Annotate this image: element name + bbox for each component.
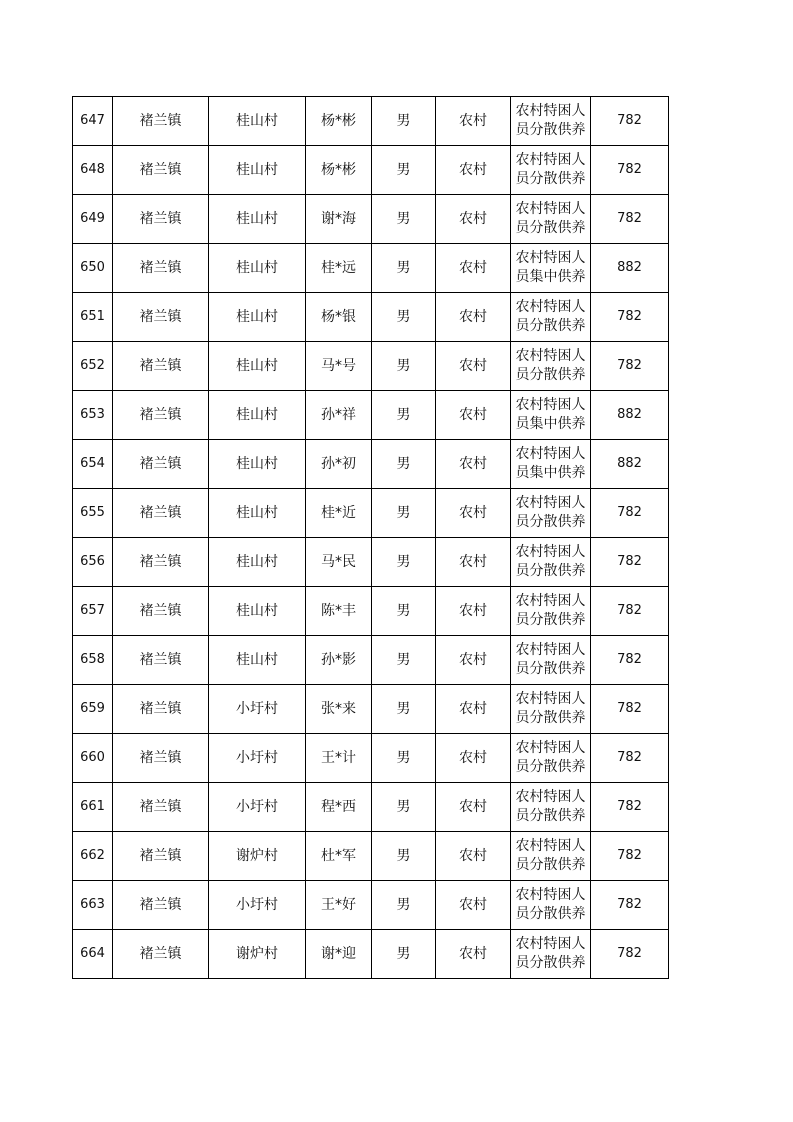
- amount-cell: 882: [591, 244, 669, 293]
- category-line: 员分散供养: [515, 857, 586, 873]
- row-number-cell: 664: [73, 930, 113, 979]
- row-number-cell: 654: [73, 440, 113, 489]
- row-number-cell: 648: [73, 146, 113, 195]
- data-table: [72, 96, 669, 979]
- town-cell: 褚兰镇: [113, 244, 209, 293]
- category-line: 员分散供养: [515, 710, 586, 726]
- name-cell: 谢*迎: [306, 930, 372, 979]
- area-cell: 农村: [436, 440, 511, 489]
- category-line: 农村特困人: [515, 397, 586, 413]
- village-cell: 桂山村: [209, 293, 306, 342]
- category-line: 员分散供养: [515, 122, 586, 138]
- gender-cell: 男: [372, 587, 436, 636]
- table-row: [73, 881, 669, 930]
- amount-cell: 782: [591, 832, 669, 881]
- village-cell: 桂山村: [209, 391, 306, 440]
- gender-cell: 男: [372, 391, 436, 440]
- village-cell: 桂山村: [209, 440, 306, 489]
- town-cell: 褚兰镇: [113, 930, 209, 979]
- table-row: [73, 930, 669, 979]
- table-row: [73, 489, 669, 538]
- category-line: 农村特困人: [515, 838, 586, 854]
- area-cell: 农村: [436, 489, 511, 538]
- category-line: 农村特困人: [515, 446, 586, 462]
- category-cell: [511, 342, 591, 391]
- town-cell: 褚兰镇: [113, 391, 209, 440]
- category-line: 员集中供养: [515, 269, 586, 285]
- category-line: 员分散供养: [515, 612, 586, 628]
- category-line: 员分散供养: [515, 220, 586, 236]
- town-cell: 褚兰镇: [113, 489, 209, 538]
- name-cell: 孙*影: [306, 636, 372, 685]
- name-cell: 孙*初: [306, 440, 372, 489]
- area-cell: 农村: [436, 244, 511, 293]
- area-cell: 农村: [436, 636, 511, 685]
- town-cell: 褚兰镇: [113, 97, 209, 146]
- category-cell: [511, 440, 591, 489]
- category-cell: [511, 636, 591, 685]
- town-cell: 褚兰镇: [113, 440, 209, 489]
- category-line: 员分散供养: [515, 955, 586, 971]
- area-cell: 农村: [436, 293, 511, 342]
- amount-cell: 782: [591, 146, 669, 195]
- village-cell: 桂山村: [209, 489, 306, 538]
- village-cell: 小圩村: [209, 881, 306, 930]
- category-line: 员分散供养: [515, 808, 586, 824]
- amount-cell: 782: [591, 734, 669, 783]
- area-cell: 农村: [436, 685, 511, 734]
- amount-cell: 882: [591, 391, 669, 440]
- amount-cell: 782: [591, 783, 669, 832]
- name-cell: 马*民: [306, 538, 372, 587]
- category-cell: [511, 881, 591, 930]
- amount-cell: 782: [591, 97, 669, 146]
- gender-cell: 男: [372, 293, 436, 342]
- category-line: 农村特困人: [515, 740, 586, 756]
- category-line: 员分散供养: [515, 171, 586, 187]
- table-row: [73, 293, 669, 342]
- village-cell: 谢炉村: [209, 832, 306, 881]
- category-line: 农村特困人: [515, 250, 586, 266]
- town-cell: 褚兰镇: [113, 587, 209, 636]
- amount-cell: 782: [591, 489, 669, 538]
- category-line: 农村特困人: [515, 348, 586, 364]
- amount-cell: 782: [591, 587, 669, 636]
- table-row: [73, 342, 669, 391]
- category-line: 农村特困人: [515, 691, 586, 707]
- category-cell: [511, 244, 591, 293]
- category-line: 农村特困人: [515, 152, 586, 168]
- category-cell: [511, 293, 591, 342]
- row-number-cell: 655: [73, 489, 113, 538]
- gender-cell: 男: [372, 342, 436, 391]
- name-cell: 张*来: [306, 685, 372, 734]
- name-cell: 王*计: [306, 734, 372, 783]
- village-cell: 谢炉村: [209, 930, 306, 979]
- category-cell: [511, 734, 591, 783]
- town-cell: 褚兰镇: [113, 146, 209, 195]
- table-row: [73, 146, 669, 195]
- name-cell: 桂*远: [306, 244, 372, 293]
- gender-cell: 男: [372, 440, 436, 489]
- amount-cell: 782: [591, 293, 669, 342]
- table-row: [73, 783, 669, 832]
- category-cell: [511, 97, 591, 146]
- name-cell: 杨*银: [306, 293, 372, 342]
- category-line: 员分散供养: [515, 759, 586, 775]
- town-cell: 褚兰镇: [113, 538, 209, 587]
- gender-cell: 男: [372, 636, 436, 685]
- name-cell: 孙*祥: [306, 391, 372, 440]
- row-number-cell: 647: [73, 97, 113, 146]
- gender-cell: 男: [372, 930, 436, 979]
- amount-cell: 882: [591, 440, 669, 489]
- name-cell: 谢*海: [306, 195, 372, 244]
- gender-cell: 男: [372, 538, 436, 587]
- amount-cell: 782: [591, 538, 669, 587]
- row-number-cell: 661: [73, 783, 113, 832]
- village-cell: 桂山村: [209, 587, 306, 636]
- category-cell: [511, 832, 591, 881]
- gender-cell: 男: [372, 489, 436, 538]
- category-cell: [511, 391, 591, 440]
- amount-cell: 782: [591, 930, 669, 979]
- row-number-cell: 659: [73, 685, 113, 734]
- area-cell: 农村: [436, 832, 511, 881]
- village-cell: 桂山村: [209, 244, 306, 293]
- name-cell: 程*西: [306, 783, 372, 832]
- category-line: 员分散供养: [515, 661, 586, 677]
- gender-cell: 男: [372, 881, 436, 930]
- row-number-cell: 658: [73, 636, 113, 685]
- gender-cell: 男: [372, 783, 436, 832]
- village-cell: 桂山村: [209, 195, 306, 244]
- area-cell: 农村: [436, 391, 511, 440]
- category-cell: [511, 783, 591, 832]
- category-line: 农村特困人: [515, 593, 586, 609]
- area-cell: 农村: [436, 734, 511, 783]
- amount-cell: 782: [591, 195, 669, 244]
- area-cell: 农村: [436, 881, 511, 930]
- category-line: 员集中供养: [515, 416, 586, 432]
- table-row: [73, 587, 669, 636]
- row-number-cell: 653: [73, 391, 113, 440]
- category-line: 农村特困人: [515, 299, 586, 315]
- area-cell: 农村: [436, 783, 511, 832]
- category-line: 农村特困人: [515, 789, 586, 805]
- name-cell: 马*号: [306, 342, 372, 391]
- row-number-cell: 649: [73, 195, 113, 244]
- category-line: 农村特困人: [515, 642, 586, 658]
- town-cell: 褚兰镇: [113, 734, 209, 783]
- town-cell: 褚兰镇: [113, 783, 209, 832]
- village-cell: 小圩村: [209, 734, 306, 783]
- area-cell: 农村: [436, 146, 511, 195]
- category-line: 农村特困人: [515, 887, 586, 903]
- table-row: [73, 244, 669, 293]
- row-number-cell: 662: [73, 832, 113, 881]
- row-number-cell: 656: [73, 538, 113, 587]
- row-number-cell: 652: [73, 342, 113, 391]
- town-cell: 褚兰镇: [113, 832, 209, 881]
- category-line: 农村特困人: [515, 936, 586, 952]
- category-line: 员分散供养: [515, 514, 586, 530]
- area-cell: 农村: [436, 538, 511, 587]
- gender-cell: 男: [372, 832, 436, 881]
- amount-cell: 782: [591, 881, 669, 930]
- category-line: 农村特困人: [515, 544, 586, 560]
- table-row: [73, 97, 669, 146]
- category-cell: [511, 930, 591, 979]
- category-cell: [511, 587, 591, 636]
- gender-cell: 男: [372, 146, 436, 195]
- row-number-cell: 650: [73, 244, 113, 293]
- town-cell: 褚兰镇: [113, 685, 209, 734]
- amount-cell: 782: [591, 342, 669, 391]
- table-row: [73, 195, 669, 244]
- gender-cell: 男: [372, 195, 436, 244]
- amount-cell: 782: [591, 636, 669, 685]
- category-line: 员集中供养: [515, 465, 586, 481]
- name-cell: 杨*彬: [306, 146, 372, 195]
- amount-cell: 782: [591, 685, 669, 734]
- village-cell: 小圩村: [209, 783, 306, 832]
- table-row: [73, 734, 669, 783]
- village-cell: 桂山村: [209, 146, 306, 195]
- gender-cell: 男: [372, 685, 436, 734]
- town-cell: 褚兰镇: [113, 342, 209, 391]
- town-cell: 褚兰镇: [113, 881, 209, 930]
- town-cell: 褚兰镇: [113, 195, 209, 244]
- name-cell: 陈*丰: [306, 587, 372, 636]
- table-row: [73, 391, 669, 440]
- gender-cell: 男: [372, 734, 436, 783]
- category-line: 农村特困人: [515, 495, 586, 511]
- village-cell: 桂山村: [209, 342, 306, 391]
- table-row: [73, 440, 669, 489]
- name-cell: 桂*近: [306, 489, 372, 538]
- category-cell: [511, 538, 591, 587]
- area-cell: 农村: [436, 930, 511, 979]
- gender-cell: 男: [372, 244, 436, 293]
- town-cell: 褚兰镇: [113, 293, 209, 342]
- village-cell: 小圩村: [209, 685, 306, 734]
- area-cell: 农村: [436, 195, 511, 244]
- category-line: 农村特困人: [515, 103, 586, 119]
- row-number-cell: 657: [73, 587, 113, 636]
- category-line: 员分散供养: [515, 906, 586, 922]
- category-line: 员分散供养: [515, 318, 586, 334]
- category-cell: [511, 489, 591, 538]
- town-cell: 褚兰镇: [113, 636, 209, 685]
- row-number-cell: 651: [73, 293, 113, 342]
- category-line: 员分散供养: [515, 367, 586, 383]
- table-row: [73, 832, 669, 881]
- category-line: 农村特困人: [515, 201, 586, 217]
- area-cell: 农村: [436, 97, 511, 146]
- table-row: [73, 685, 669, 734]
- name-cell: 王*好: [306, 881, 372, 930]
- category-cell: [511, 146, 591, 195]
- category-cell: [511, 685, 591, 734]
- category-cell: [511, 195, 591, 244]
- name-cell: 杜*军: [306, 832, 372, 881]
- area-cell: 农村: [436, 587, 511, 636]
- village-cell: 桂山村: [209, 636, 306, 685]
- village-cell: 桂山村: [209, 97, 306, 146]
- name-cell: 杨*彬: [306, 97, 372, 146]
- row-number-cell: 660: [73, 734, 113, 783]
- row-number-cell: 663: [73, 881, 113, 930]
- area-cell: 农村: [436, 342, 511, 391]
- gender-cell: 男: [372, 97, 436, 146]
- category-line: 员分散供养: [515, 563, 586, 579]
- village-cell: 桂山村: [209, 538, 306, 587]
- table-row: [73, 538, 669, 587]
- table-row: [73, 636, 669, 685]
